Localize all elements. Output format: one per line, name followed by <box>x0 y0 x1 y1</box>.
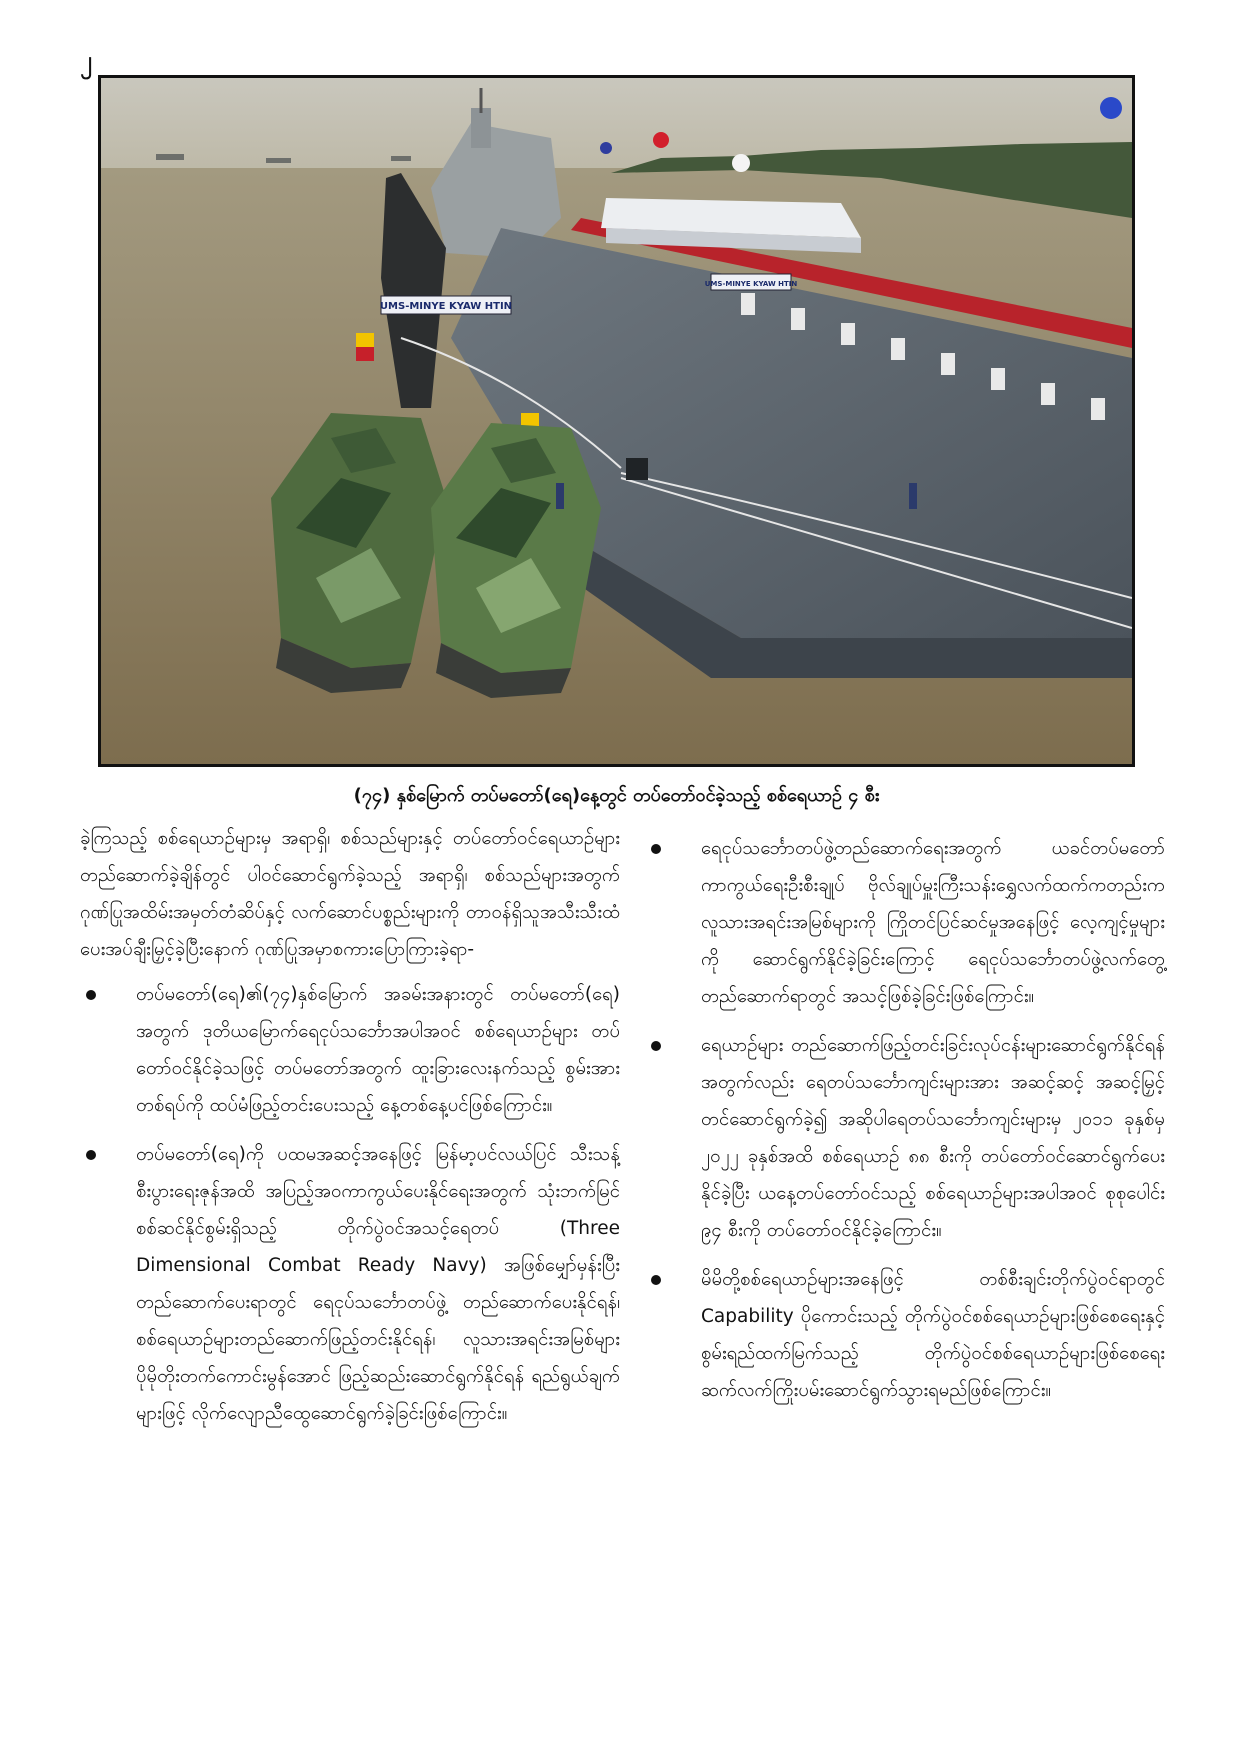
banner-left: UMS-MINYE KYAW HTIN <box>379 301 513 312</box>
photo-caption: (၇၄) နှစ်မြောက် တပ်မတော်(ရေ)နေ့တွင် တပ်တော်ဝင်ခဲ့သည့် စစ်ရေယာဉ် ၄ စီး <box>353 785 880 806</box>
list-item: တပ်မတော်(ရေ)၏(၇၄)နှစ်မြောက် အခမ်းအနားတွင် တပ်မတော်(ရေ) အတွက် ဒုတိယမြောက်ရေငုပ်သင်္ဘောအပါအဝင် စစ်ရေယာဉ်များ တပ်တော်ဝင်နိုင်ခဲ့သဖြင့် တပ်မတော်အတွက် ထူးခြားလေးနက်သည့် စွမ်းအားတစ်ရပ်ကို ထပ်မံဖြည့်တင်းပေးသည့် နေ့တစ်နေ့ပင်ဖြစ်ကြောင်း။ <box>80 976 620 1124</box>
page-number: ၂ <box>80 46 92 74</box>
banner-right: UMS-MINYE KYAW HTIN <box>704 280 798 288</box>
right-column <box>645 830 1165 1421</box>
list-item: တပ်မတော်(ရေ)ကို ပထမအဆင့်အနေဖြင့် မြန်မာ့ပင်လယ်ပြင် သီးသန့်စီးပွားရေးဇုန်အထိ အပြည့်အဝကာကွယ်ပေးနိုင်ရေးအတွက် သုံးဘက်မြင်စစ်ဆင်နိုင်စွမ်းရှိသည့် တိုက်ပွဲဝင်အသင့်ရေတပ် (Three Dimensional Combat Ready Navy) အဖြစ်မျှော်မှန်းပြီး တည်ဆောက်ပေးရာတွင် ရေငုပ်သင်္ဘောတပ်ဖွဲ့ တည်ဆောက်ပေးနိုင်ရန်၊ စစ်ရေယာဉ်များတည်ဆောက်ဖြည့်တင်းနိုင်ရန်၊ လူသားအရင်းအမြစ်များ ပိုမိုတိုးတက်ကောင်းမွန်အောင် ဖြည့်ဆည်းဆောင်ရွက်နိုင်ရန် ရည်ရွယ်ချက်များဖြင့် လိုက်လျောညီထွေဆောင်ရွက်ခဲ့ခြင်းဖြစ်ကြောင်း။ <box>80 1136 620 1432</box>
list-item: မိမိတို့စစ်ရေယာဉ်များအနေဖြင့် တစ်စီးချင်းတိုက်ပွဲဝင်ရာတွင် Capability ပိုကောင်းသည့် တိုက်ပွဲဝင်စစ်ရေယာဉ်များဖြစ်စေရေးနှင့် စွမ်းရည်ထက်မြက်သည့် တိုက်ပွဲဝင်စစ်ရေယာဉ်များဖြစ်စေရေး ဆက်လက်ကြိုးပမ်းဆောင်ရွက်သွားရမည်ဖြစ်ကြောင်း။ <box>645 1261 1165 1409</box>
left-column <box>80 820 620 1444</box>
intro-paragraph: ခဲ့ကြသည့် စစ်ရေယာဉ်များမှ အရာရှိ၊ စစ်သည်များနှင့် တပ်တော်ဝင်ရေယာဉ်များတည်ဆောက်ခဲ့ချိန်တွင် ပါဝင်ဆောင်ရွက်ခဲ့သည့် အရာရှိ၊ စစ်သည်များအတွက် ဂုဏ်ပြုအထိမ်းအမှတ်တံဆိပ်နှင့် လက်ဆောင်ပစ္စည်းများကို တာဝန်ရှိသူအသီးသီးထံ ပေးအပ်ချီးမြှင့်ခဲ့ပြီးနောက် ဂုဏ်ပြုအမှာစကားပြောကြားခဲ့ရာ- <box>80 828 620 960</box>
list-item: ရေငုပ်သင်္ဘောတပ်ဖွဲ့တည်ဆောက်ရေးအတွက် ယခင်တပ်မတော်ကာကွယ်ရေးဦးစီးချုပ် ဗိုလ်ချုပ်မှူးကြီးသန်းရွှေလက်ထက်ကတည်းက လူသားအရင်းအမြစ်များကို ကြိုတင်ပြင်ဆင်မှုအနေဖြင့် လေ့ကျင့်မှုများကို ဆောင်ရွက်နိုင်ခဲ့ခြင်းကြောင့် ရေငုပ်သင်္ဘောတပ်ဖွဲ့လက်တွေ့တည်ဆောက်ရာတွင် အသင့်ဖြစ်ခဲ့ခြင်းဖြစ်ကြောင်း။ <box>645 830 1165 1015</box>
commissioning-photo <box>98 75 1135 767</box>
list-item: ရေယာဉ်များ တည်ဆောက်ဖြည့်တင်းခြင်းလုပ်ငန်းများဆောင်ရွက်နိုင်ရန်အတွက်လည်း ရေတပ်သင်္ဘောကျင်းများအား အဆင့်ဆင့် အဆင့်မြှင့်တင်ဆောင်ရွက်ခဲ့၍ အဆိုပါရေတပ်သင်္ဘောကျင်းများမှ ၂၀၁၁ ခုနှစ်မှ ၂၀၂၂ ခုနှစ်အထိ စစ်ရေယာဉ် ၈၈ စီးကို တပ်တော်ဝင်ဆောင်ရွက်ပေးနိုင်ခဲ့ပြီး ယနေ့တပ်တော်ဝင်သည့် စစ်ရေယာဉ်များအပါအဝင် စုစုပေါင်း ၉၄ စီးကို တပ်တော်ဝင်နိုင်ခဲ့ကြောင်း။ <box>645 1027 1165 1249</box>
